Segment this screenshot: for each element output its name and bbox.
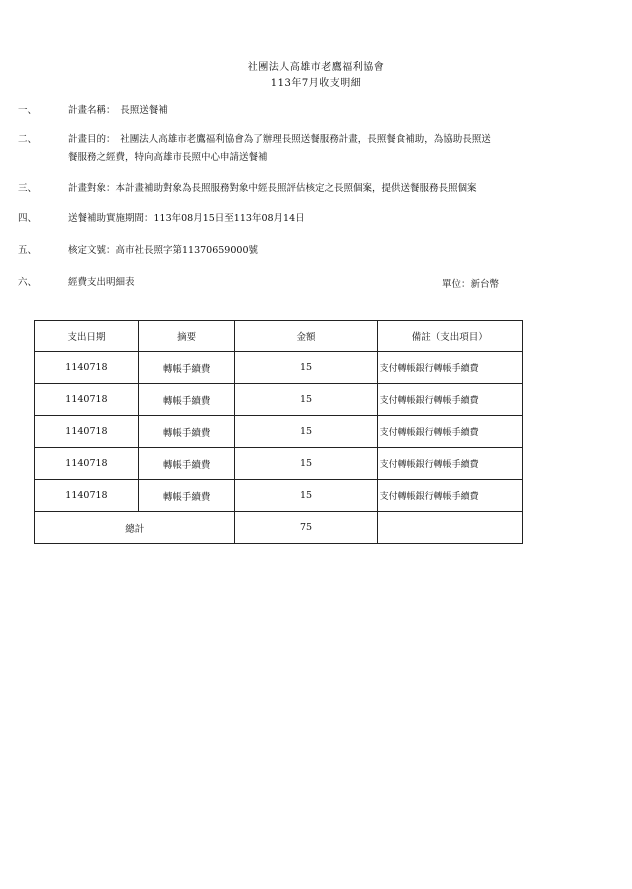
total-note-empty [377, 512, 522, 544]
currency-unit-note: 單位：新台幣 [442, 279, 500, 290]
table-row [35, 352, 523, 384]
section-1 [18, 104, 618, 118]
expense-table [34, 320, 523, 544]
section-text: 計畫對象：本計畫補助對象為長照服務對象中經長照評估核定之長照個案，提供送餐服務長照個案 [68, 183, 477, 194]
table-row [35, 416, 523, 448]
cell-date: 1140718 [35, 416, 139, 448]
section-number: 六、 [18, 277, 38, 288]
cell-summary: 轉帳手續費 [138, 384, 235, 416]
section-text: 計畫目的： 社團法人高雄市老鷹福利協會為了辦理長照送餐服務計畫，長照餐食補助，為協助長照送 [68, 134, 491, 145]
section-number: 三、 [18, 183, 38, 194]
cell-note: 支付轉帳銀行轉帳手續費 [377, 448, 522, 480]
section-number: 二、 [18, 134, 38, 145]
cell-date: 1140718 [35, 384, 139, 416]
cell-amount: 15 [235, 416, 377, 448]
col-header-amount: 金額 [235, 321, 377, 352]
cell-summary: 轉帳手續費 [138, 416, 235, 448]
total-label: 總計 [35, 512, 235, 544]
cell-date: 1140718 [35, 480, 139, 512]
cell-amount: 15 [235, 384, 377, 416]
section-text: 送餐補助實施期間：113年08月15日至113年08月14日 [68, 213, 305, 224]
cell-amount: 15 [235, 480, 377, 512]
col-header-summary: 摘要 [138, 321, 235, 352]
org-title: 社團法人高雄市老鷹福利協會 [247, 62, 385, 73]
cell-date: 1140718 [35, 448, 139, 480]
cell-amount: 15 [235, 352, 377, 384]
section-text: 核定文號：高市社長照字第11370659000號 [68, 245, 258, 256]
table-row [35, 480, 523, 512]
section-6 [18, 276, 618, 290]
cell-note: 支付轉帳銀行轉帳手續費 [377, 480, 522, 512]
table-header-row [35, 321, 523, 352]
section-number: 一、 [18, 105, 38, 116]
total-amount: 75 [235, 512, 377, 544]
section-number: 五、 [18, 245, 38, 256]
table-row [35, 384, 523, 416]
report-subtitle: 113年7月收支明細 [270, 78, 362, 89]
col-header-date: 支出日期 [35, 321, 139, 352]
section-number: 四、 [18, 213, 38, 224]
cell-date: 1140718 [35, 352, 139, 384]
cell-summary: 轉帳手續費 [138, 448, 235, 480]
section-4 [18, 212, 618, 226]
cell-amount: 15 [235, 448, 377, 480]
cell-note: 支付轉帳銀行轉帳手續費 [377, 416, 522, 448]
cell-summary: 轉帳手續費 [138, 480, 235, 512]
cell-summary: 轉帳手續費 [138, 352, 235, 384]
cell-note: 支付轉帳銀行轉帳手續費 [377, 384, 522, 416]
section-text: 計畫名稱： 長照送餐補 [68, 105, 168, 116]
section-3 [18, 182, 618, 196]
section-text: 經費支出明細表 [68, 277, 135, 288]
col-header-note: 備註（支出項目） [377, 321, 522, 352]
section-5 [18, 244, 618, 258]
table-row [35, 448, 523, 480]
section-2 [18, 133, 618, 147]
total-row [35, 512, 523, 544]
cell-note: 支付轉帳銀行轉帳手續費 [377, 352, 522, 384]
section-2-continued: 餐服務之經費，特向高雄市長照中心申請送餐補 [68, 152, 268, 163]
